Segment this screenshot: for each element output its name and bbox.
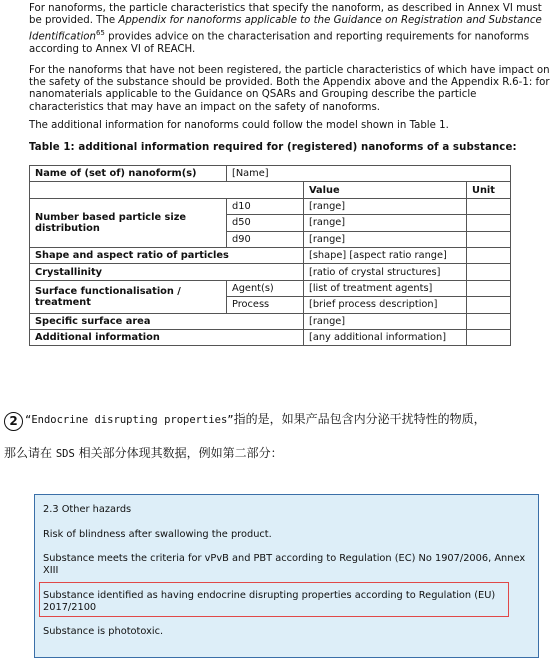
surface-area-unit xyxy=(467,313,511,329)
p1-text-b: provides advice on the characterisation and reporting requirements for nanoforms according to Annex VI of REACH. xyxy=(29,31,530,55)
d10-unit xyxy=(467,198,511,214)
size-distribution-label: Number based particle size distribution xyxy=(30,198,227,247)
name-value-cell: [Name] xyxy=(227,166,511,182)
table-row xyxy=(30,247,511,263)
surface-area-label: Specific surface area xyxy=(30,313,304,329)
p1-appendix-title: Appendix for nanoforms applicable to the Guidance on Registration and Substance Identification xyxy=(29,15,542,43)
sds-example-box xyxy=(34,494,539,658)
surface-area-value: [range] xyxy=(304,313,467,329)
example-section-heading: 2.3 Other hazards xyxy=(43,504,132,515)
d50-label: d50 xyxy=(227,215,304,231)
chinese-line2-a: 那么请在 xyxy=(4,446,56,460)
circled-number-icon: 2 xyxy=(4,412,23,431)
table-row xyxy=(30,313,511,329)
d50-value: [range] xyxy=(304,215,467,231)
crystallinity-label: Crystallinity xyxy=(30,264,304,280)
additional-info-value: [any additional information] xyxy=(304,329,467,345)
nanoform-table xyxy=(29,165,511,346)
unit-header: Unit xyxy=(467,182,511,198)
d10-label: d10 xyxy=(227,198,304,214)
agents-unit xyxy=(467,280,511,296)
table-caption: Table 1: additional information required for (registered) nanoforms of a substance: xyxy=(29,142,517,153)
process-unit xyxy=(467,297,511,313)
additional-info-label: Additional information xyxy=(30,329,304,345)
chinese-line1-text: 指的是，如果产品包含内分泌干扰特性的物质， xyxy=(233,412,486,426)
paragraph-nanoforms-intro xyxy=(29,3,551,56)
agents-value: [list of treatment agents] xyxy=(304,280,467,296)
crystallinity-unit xyxy=(467,264,511,280)
sds-term: SDS xyxy=(55,448,75,460)
chinese-explanation-line1 xyxy=(4,410,486,431)
table-header-row xyxy=(30,182,511,198)
table-row xyxy=(30,264,511,280)
d90-label: d90 xyxy=(227,231,304,247)
blank-header-cell xyxy=(30,182,304,198)
endocrine-quote: “Endocrine disrupting properties” xyxy=(25,414,234,426)
chinese-explanation-line2 xyxy=(4,444,283,461)
table-row xyxy=(30,329,511,345)
table-row xyxy=(30,280,511,296)
example-line-blindness: Risk of blindness after swallowing the product. xyxy=(43,529,272,540)
p1-footnote-ref: 65 xyxy=(95,29,105,38)
crystallinity-value: [ratio of crystal structures] xyxy=(304,264,467,280)
agents-label: Agent(s) xyxy=(227,280,304,296)
value-header: Value xyxy=(304,182,467,198)
example-line-endocrine: Substance identified as having endocrine disrupting properties according to Regulation (EU) 2017/2100 xyxy=(43,590,496,613)
chinese-line2-b: 相关部分体现其数据，例如第二部分： xyxy=(74,446,283,460)
shape-unit xyxy=(467,247,511,263)
table-row xyxy=(30,166,511,182)
name-label-cell: Name of (set of) nanoform(s) xyxy=(30,166,227,182)
process-value: [brief process description] xyxy=(304,297,467,313)
d50-unit xyxy=(467,215,511,231)
d10-value: [range] xyxy=(304,198,467,214)
d90-value: [range] xyxy=(304,231,467,247)
paragraph-table-ref: The additional information for nanoforms could follow the model shown in Table 1. xyxy=(29,120,449,131)
shape-label: Shape and aspect ratio of particles xyxy=(30,247,304,263)
paragraph-unregistered-nanoforms: For the nanoforms that have not been registered, the particle characteristics of which have impact on the safety of the substance should be provided. Both the Appendix above and the Appendix R.6-1: for nanomaterials applicable to the Guidance on QSARs and Grouping describe the particle characteristics that may have an impact on the safety of nanoforms. xyxy=(29,65,550,113)
additional-info-unit xyxy=(467,329,511,345)
example-line-phototoxic: Substance is phototoxic. xyxy=(43,626,164,637)
example-line-vpvb: Substance meets the criteria for vPvB and PBT according to Regulation (EC) No 1907/2006, Annex XIII xyxy=(43,553,526,576)
surface-label: Surface functionalisation / treatment xyxy=(30,280,227,313)
highlight-frame xyxy=(39,582,509,617)
d90-unit xyxy=(467,231,511,247)
shape-value: [shape] [aspect ratio range] xyxy=(304,247,467,263)
process-label: Process xyxy=(227,297,304,313)
p1-text-a: For nanoforms, the particle characteristics that specify the nanoform, as described in Annex VI must be provided. The xyxy=(29,3,542,27)
table-row xyxy=(30,198,511,214)
